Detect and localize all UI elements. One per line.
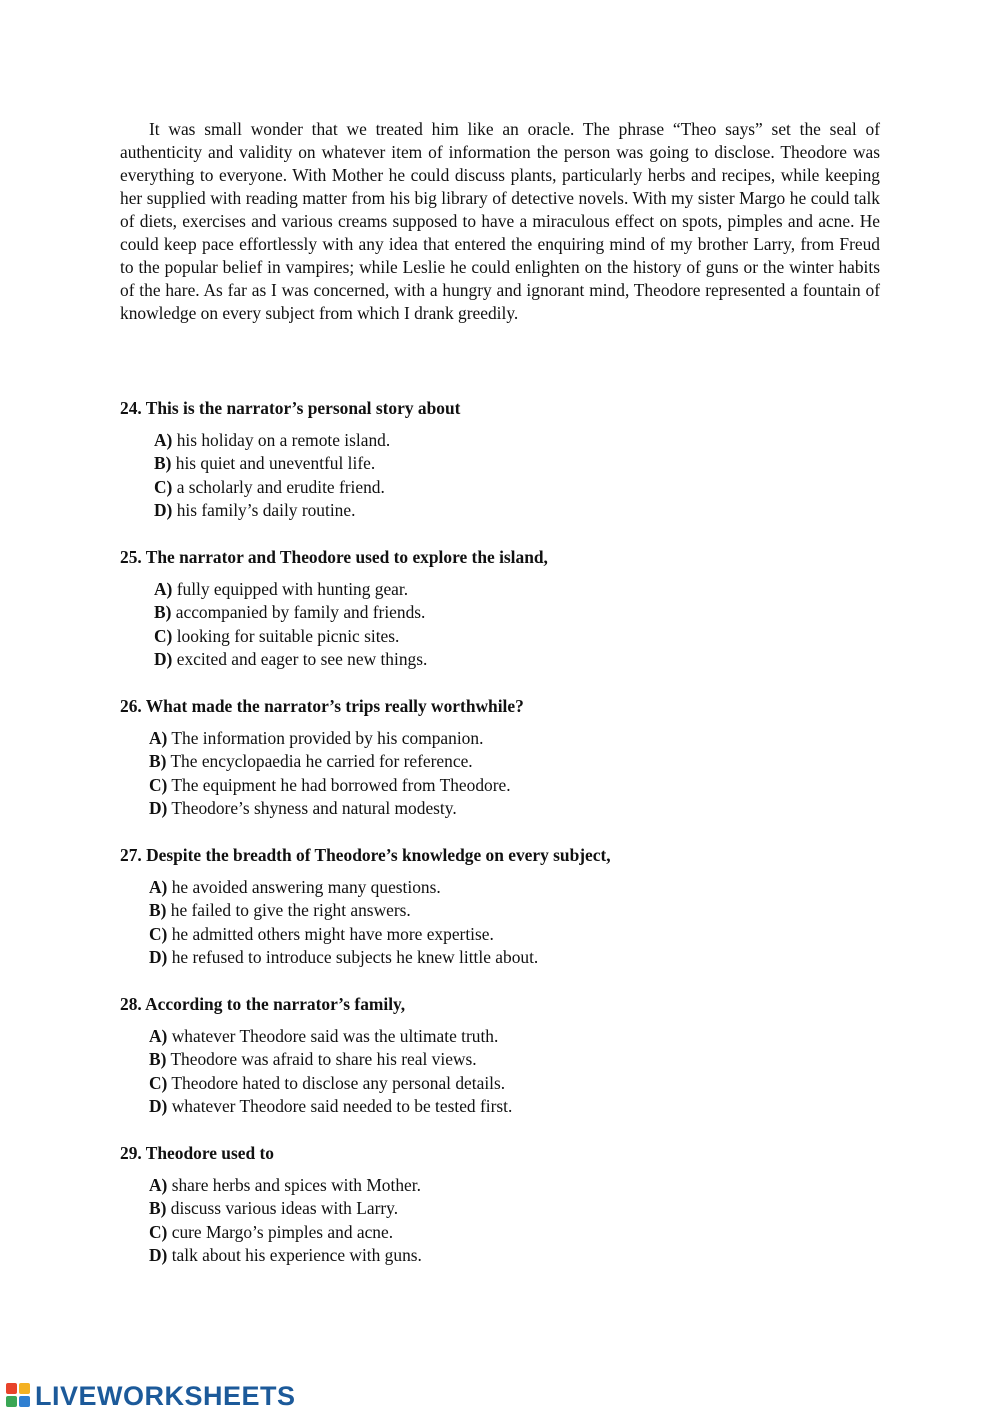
- option-text: looking for suitable picnic sites.: [176, 625, 400, 646]
- option-letter: A): [149, 1175, 168, 1195]
- reading-passage: It was small wonder that we treated him like an oracle. The phrase “Theo says” set the seal of authenticity and validity on whatever item of information the person was going to disclose. Theodore was everything to everyone. With Mother he could discuss plants, particularly herbs and recipes, while keeping her supplied with reading matter from his big library of detective novels. With my sister Margo he could talk of diets, exercises and various creams supposed to have a miraculous effect on spots, pimples and acne. He could keep pace effortlessly with any idea that entered the enquiring mind of my brother Larry, from Freud to the popular belief in vampires; while Leslie he could enlighten on the history of guns or the winter habits of the hare. As far as I was concerned, with a hungry and ignorant mind, Theodore represented a fountain of knowledge on every subject from which I drank greedily.: [120, 119, 880, 323]
- option-text: cure Margo’s pimples and acne.: [171, 1221, 394, 1242]
- option-d[interactable]: [120, 946, 880, 969]
- option-letter: A): [154, 430, 173, 450]
- option-list: [120, 429, 880, 522]
- option-text: he refused to introduce subjects he knew little about.: [171, 946, 539, 967]
- option-text: he avoided answering many questions.: [171, 877, 441, 897]
- option-text: share herbs and spices with Mother.: [171, 1175, 421, 1195]
- option-letter: B): [154, 453, 172, 474]
- question-stem: 28. According to the narrator’s family,: [120, 994, 406, 1014]
- option-d[interactable]: [120, 1095, 880, 1118]
- option-c[interactable]: [120, 1072, 880, 1095]
- option-letter: B): [149, 751, 167, 772]
- option-b[interactable]: [120, 750, 880, 773]
- question-stem: 26. What made the narrator’s trips really worthwhile?: [120, 696, 524, 716]
- liveworksheets-mark-icon: [6, 1383, 32, 1409]
- question-stem: 27. Despite the breadth of Theodore’s knowledge on every subject,: [120, 845, 611, 865]
- option-d[interactable]: [120, 797, 880, 820]
- option-letter: C): [154, 476, 173, 497]
- option-c[interactable]: [120, 1221, 880, 1244]
- option-a[interactable]: [120, 876, 880, 899]
- option-text: a scholarly and erudite friend.: [176, 476, 385, 497]
- question-27: [120, 844, 880, 993]
- option-letter: A): [149, 877, 168, 897]
- option-d[interactable]: [120, 648, 880, 671]
- option-b[interactable]: [120, 601, 880, 624]
- option-letter: A): [154, 579, 173, 599]
- option-text: his holiday on a remote island.: [176, 430, 391, 450]
- question-26: [120, 695, 880, 844]
- option-a[interactable]: [120, 727, 880, 750]
- option-text: his family’s daily routine.: [176, 499, 356, 520]
- question-list: [120, 397, 880, 1291]
- option-text: whatever Theodore said was the ultimate truth.: [171, 1026, 499, 1046]
- logo-text: LIVEWORKSHEETS: [35, 1380, 296, 1411]
- option-list: [120, 578, 880, 671]
- option-letter: D): [149, 1244, 168, 1265]
- question-stem: 24. This is the narrator’s personal story about: [120, 398, 461, 418]
- option-text: he admitted others might have more expertise.: [171, 923, 494, 944]
- question-stem: 25. The narrator and Theodore used to explore the island,: [120, 547, 548, 567]
- option-letter: A): [149, 728, 168, 748]
- option-b[interactable]: [120, 452, 880, 475]
- option-letter: B): [149, 900, 167, 921]
- option-text: talk about his experience with guns.: [171, 1244, 422, 1265]
- option-text: The equipment he had borrowed from Theodore.: [171, 774, 511, 795]
- option-text: The encyclopaedia he carried for reference.: [170, 751, 473, 772]
- option-c[interactable]: [120, 625, 880, 648]
- option-letter: D): [149, 1095, 168, 1116]
- option-text: excited and eager to see new things.: [176, 648, 428, 669]
- option-c[interactable]: [120, 774, 880, 797]
- option-c[interactable]: [120, 923, 880, 946]
- option-a[interactable]: [120, 1174, 880, 1197]
- option-text: Theodore hated to disclose any personal details.: [171, 1072, 506, 1093]
- option-letter: C): [149, 774, 168, 795]
- question-stem: 29. Theodore used to: [120, 1143, 274, 1163]
- option-a[interactable]: [120, 1025, 880, 1048]
- option-b[interactable]: [120, 1197, 880, 1220]
- option-list: [120, 876, 880, 969]
- option-b[interactable]: [120, 899, 880, 922]
- option-text: Theodore’s shyness and natural modesty.: [171, 797, 457, 818]
- option-text: The information provided by his companion.: [171, 728, 484, 748]
- question-29: [120, 1142, 880, 1291]
- option-text: Theodore was afraid to share his real views.: [170, 1049, 477, 1070]
- option-list: [120, 1174, 880, 1267]
- option-c[interactable]: [120, 476, 880, 499]
- option-b[interactable]: [120, 1048, 880, 1071]
- option-letter: B): [149, 1198, 167, 1219]
- option-letter: C): [154, 625, 173, 646]
- option-letter: D): [154, 499, 173, 520]
- option-text: he failed to give the right answers.: [170, 900, 411, 921]
- option-letter: D): [154, 648, 173, 669]
- option-letter: A): [149, 1026, 168, 1046]
- option-letter: B): [154, 602, 172, 623]
- option-list: [120, 1025, 880, 1118]
- option-d[interactable]: [120, 1244, 880, 1267]
- option-letter: D): [149, 797, 168, 818]
- liveworksheets-logo[interactable]: [6, 1380, 296, 1412]
- option-a[interactable]: [120, 578, 880, 601]
- question-25: [120, 546, 880, 695]
- question-24: [120, 397, 880, 546]
- option-text: discuss various ideas with Larry.: [170, 1198, 399, 1219]
- option-letter: C): [149, 1072, 168, 1093]
- option-letter: B): [149, 1049, 167, 1070]
- option-text: his quiet and uneventful life.: [175, 453, 376, 474]
- option-text: whatever Theodore said needed to be tested first.: [171, 1095, 513, 1116]
- option-text: fully equipped with hunting gear.: [176, 579, 409, 599]
- option-list: [120, 727, 880, 820]
- option-letter: C): [149, 1221, 168, 1242]
- option-a[interactable]: [120, 429, 880, 452]
- question-28: [120, 993, 880, 1142]
- option-text: accompanied by family and friends.: [175, 602, 426, 623]
- option-letter: D): [149, 946, 168, 967]
- option-letter: C): [149, 923, 168, 944]
- option-d[interactable]: [120, 499, 880, 522]
